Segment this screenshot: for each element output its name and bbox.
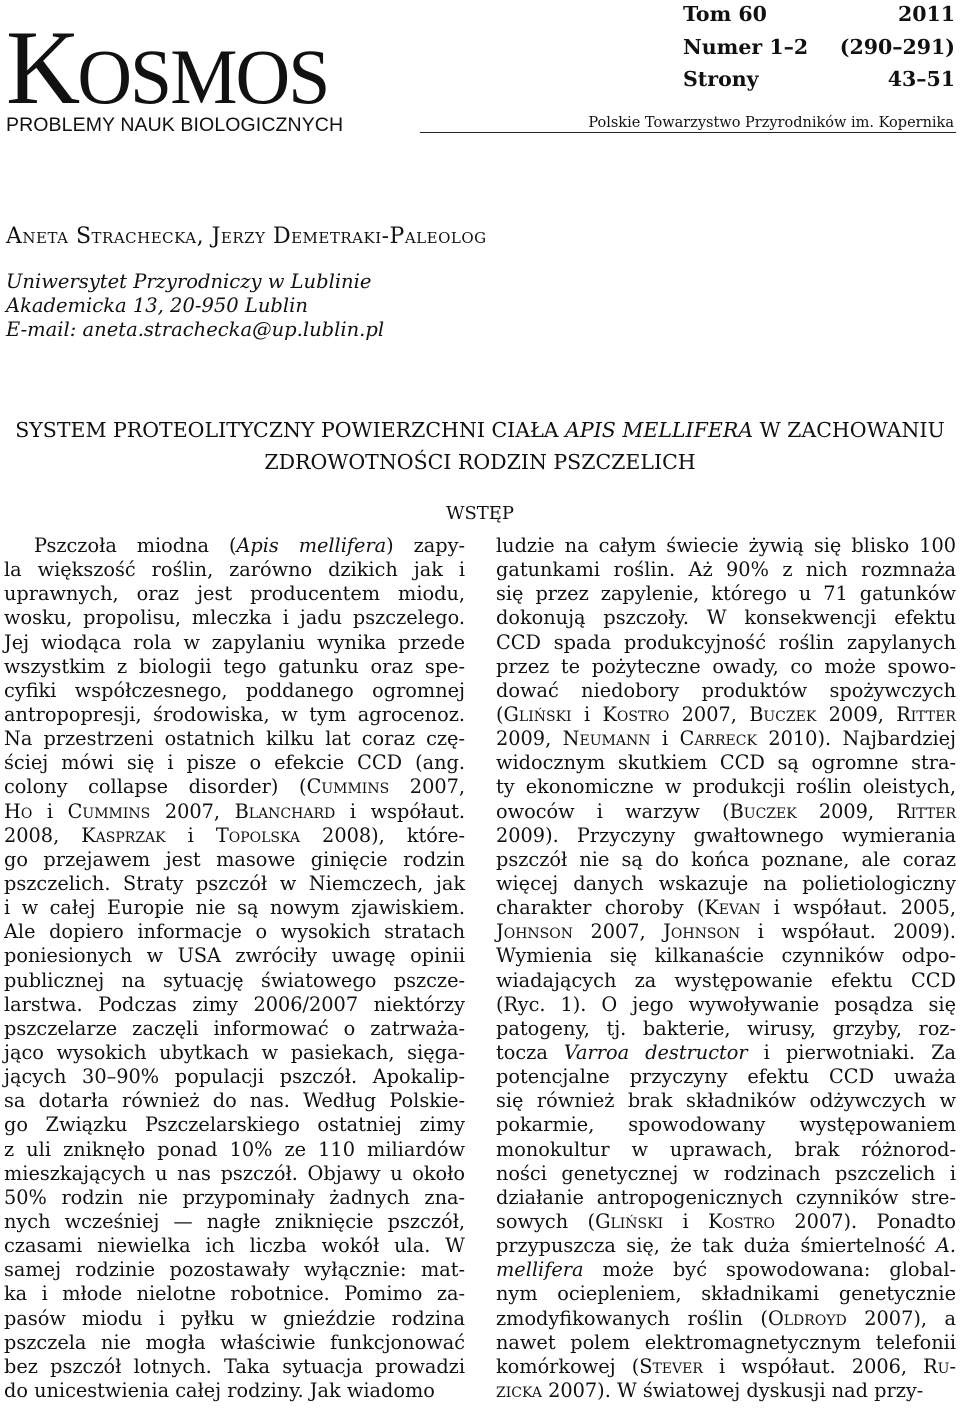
text-line: publicznej na sytuację światowego pszcze- bbox=[4, 968, 465, 992]
text-line: Na przestrzeni ostatnich kilku lat coraz czę- bbox=[4, 727, 465, 751]
text-line: mellifera może być spowodowana: global- bbox=[496, 1258, 956, 1282]
text-line: poniesionych w USA zwróciły uwagę opinii bbox=[4, 944, 465, 968]
text-line: nawet polem elektromagnetycznym telefonii bbox=[496, 1330, 956, 1354]
text-line: wosku, propolisu, mleczka i jadu pszczelego. bbox=[4, 606, 465, 630]
text-line: Wymienia się kilkanaście czynników odpo- bbox=[496, 944, 956, 968]
issue-volume: Tom 60 2011 bbox=[683, 2, 955, 26]
text-line: bez pszczół lotnych. Taka sytuacja prowadzi bbox=[4, 1354, 465, 1378]
text-line: Pszczoła miodna (Apis mellifera) zapy- bbox=[34, 534, 465, 557]
text-line: ka i młode nielotne robotnice. Pomimo za- bbox=[4, 1282, 465, 1306]
text-line: CCD spada produkcyjność roślin zapylanych bbox=[496, 630, 956, 654]
text-line: przypuszcza się, że tak duża śmiertelność A. bbox=[496, 1234, 956, 1258]
text-line: zmodyfikowanych roślin (Oldroyd 2007), a bbox=[496, 1306, 956, 1330]
issue-number: Numer 1–2 (290–291) bbox=[683, 35, 955, 59]
section-heading: WSTĘP bbox=[445, 503, 515, 524]
issue-pages: Strony 43–51 bbox=[683, 67, 955, 91]
text-line: pszczela nie mogła właściwie funkcjonować bbox=[4, 1330, 465, 1354]
text-line: Johnson 2007, Johnson i współaut. 2009). bbox=[496, 920, 956, 944]
text-line: go przejawem jest masowe ginięcie rodzin bbox=[4, 847, 465, 871]
text-line: Ho i Cummins 2007, Blanchard i współaut. bbox=[4, 799, 465, 823]
text-line: ty ekonomiczne w produkcji roślin oleistych, bbox=[496, 775, 956, 799]
text-line: nych wcześniej — nagłe zniknięcie pszczół, bbox=[4, 1209, 465, 1233]
text-line: tocza Varroa destructor i pierwotniaki. Za bbox=[496, 1040, 956, 1064]
text-line: i w całej Europie nie są nowym zjawiskiem. bbox=[4, 896, 465, 920]
text-line: dować niedobory produktów spożywczych bbox=[496, 678, 956, 702]
body-left-column bbox=[4, 534, 465, 1403]
text-line: (Gliński i Kostro 2007, Buczek 2009, Ritter bbox=[496, 702, 956, 726]
affiliation bbox=[6, 270, 384, 342]
text-line: ludzie na całym świecie żywią się blisko 100 bbox=[496, 534, 956, 557]
affiliation-university: Uniwersytet Przyrodniczy w Lublinie bbox=[6, 270, 372, 293]
text-line: zicka 2007). W światowej dyskusji nad przy- bbox=[496, 1378, 924, 1402]
text-line: 50% rodzin nie przypominały żadnych zna- bbox=[4, 1185, 465, 1209]
text-line: colony collapse disorder) (Cummins 2007, bbox=[4, 775, 465, 799]
body-right-column bbox=[496, 534, 956, 1403]
text-line: z uli zniknęło ponad 10% ze 110 miliardów bbox=[4, 1137, 465, 1161]
text-line: czasami niewielka ich liczba wokół ula. W bbox=[4, 1234, 465, 1258]
text-line: gatunkami roślin. Aż 90% z nich rozmnaża bbox=[496, 558, 956, 582]
text-line: larstwa. Podczas zimy 2006/2007 niektórzy bbox=[4, 992, 465, 1016]
text-line: się przez zapylenie, którego u 71 gatunków bbox=[496, 582, 956, 606]
text-line: potencjalne przyczyny efektu CCD uważa bbox=[496, 1065, 956, 1089]
text-line: wszystkim z biologii tego gatunku oraz spe- bbox=[4, 654, 465, 678]
paper-title: SYSTEM PROTEOLITYCZNY POWIERZCHNI CIAŁA APIS MELLIFERA W ZACHOWANIU ZDROWOTNOŚCI RODZIN PSZCZELICH bbox=[15, 418, 945, 474]
text-line: ności genetycznej w rodzinach pszczelich i bbox=[496, 1161, 956, 1185]
text-line: nym ociepleniem, składnikami genetycznie bbox=[496, 1282, 956, 1306]
text-line: owoców i warzyw (Buczek 2009, Ritter bbox=[496, 799, 956, 823]
text-line: Ale dopiero informacje o wysokich stratach bbox=[4, 920, 465, 944]
text-line: przez te pożyteczne owady, co może spowo- bbox=[496, 654, 956, 678]
society-name: Polskie Towarzystwo Przyrodników im. Kopernika bbox=[588, 115, 954, 131]
text-line: pszczelarze zaczęli informować o zatrważa- bbox=[4, 1016, 465, 1040]
text-line: widocznym skutkiem CCD są ogromne stra- bbox=[496, 751, 956, 775]
text-line: Jej wiodąca rola w zapylaniu wynika przede bbox=[4, 630, 465, 654]
text-line: patogeny, tj. bakterie, wirusy, grzyby, roz- bbox=[496, 1016, 956, 1040]
text-line: jących 30–90% populacji pszczół. Apokalip- bbox=[4, 1065, 465, 1089]
text-line: więcej danych wskazuje na polietiologiczny bbox=[496, 871, 956, 895]
affiliation-email[interactable]: E-mail: aneta.strachecka@up.lublin.pl bbox=[6, 318, 385, 341]
text-line: komórkowej (Stever i współaut. 2006, Ru- bbox=[496, 1354, 956, 1378]
text-line: ściej mówi się i pisze o efekcie CCD (ang. bbox=[4, 751, 465, 775]
text-line: 2009). Przyczyny gwałtownego wymierania bbox=[496, 823, 956, 847]
text-line: pokarmie, spowodowany występowaniem bbox=[496, 1113, 956, 1137]
text-line: dokonują pszczoły. W konsekwencji efektu bbox=[496, 606, 956, 630]
text-line: działanie antropogenicznych czynników stre- bbox=[496, 1185, 956, 1209]
text-line: uprawnych, oraz jest producentem miodu, bbox=[4, 582, 465, 606]
text-line: monokultur w uprawach, brak różnorod- bbox=[496, 1137, 956, 1161]
text-line: sowych (Gliński i Kostro 2007). Ponadto bbox=[496, 1209, 956, 1233]
text-line: la większość roślin, zarówno dzikich jak i bbox=[4, 558, 465, 582]
text-line: charakter choroby (Kevan i współaut. 2005, bbox=[496, 896, 956, 920]
text-line: się również brak składników odżywczych w bbox=[496, 1089, 956, 1113]
text-line: mieszkających u nas pszczół. Objawy u około bbox=[4, 1161, 465, 1185]
species-name: APIS MELLIFERA bbox=[565, 418, 754, 442]
journal-subtitle: PROBLEMY NAUK BIOLOGICZNYCH bbox=[6, 114, 344, 136]
text-line: jąco wysokich ubytkach w pasiekach, sięga- bbox=[4, 1040, 465, 1064]
text-line: pszczół nie są do końca poznane, ale coraz bbox=[496, 847, 956, 871]
text-line: go Związku Pszczelarskiego ostatniej zimy bbox=[4, 1113, 465, 1137]
masthead-rule bbox=[420, 132, 956, 133]
text-line: cyfiki współczesnego, poddanego ogromnej bbox=[4, 678, 465, 702]
author-list: Aneta Strachecka, Jerzy Demetraki-Paleolog bbox=[6, 224, 487, 249]
text-line: 2009, Neumann i Carreck 2010). Najbardziej bbox=[496, 727, 957, 751]
text-line: sa dotarła również do nas. Według Polskie- bbox=[4, 1089, 465, 1113]
journal-logo: KOSMOS bbox=[6, 9, 329, 126]
text-line: antropopresji, środowiska, w tym agrocenoz. bbox=[4, 702, 465, 726]
text-line: 2008, Kasprzak i Topolska 2008), które- bbox=[4, 823, 465, 847]
text-line: pszczelich. Straty pszczół w Niemczech, jak bbox=[4, 871, 465, 895]
affiliation-address: Akademicka 13, 20-950 Lublin bbox=[6, 294, 308, 317]
text-line: samej rodzinie pozostawały wyłącznie: mat- bbox=[4, 1258, 465, 1282]
text-line: (Ryc. 1). O jego wywoływanie posądza się bbox=[496, 992, 956, 1016]
text-line: do unicestwienia całej rodziny. Jak wiadomo bbox=[4, 1378, 435, 1402]
text-line: wiadających za występowanie efektu CCD bbox=[496, 968, 956, 992]
text-line: pasów miodu i pyłku w gnieździe rodzina bbox=[4, 1306, 465, 1330]
